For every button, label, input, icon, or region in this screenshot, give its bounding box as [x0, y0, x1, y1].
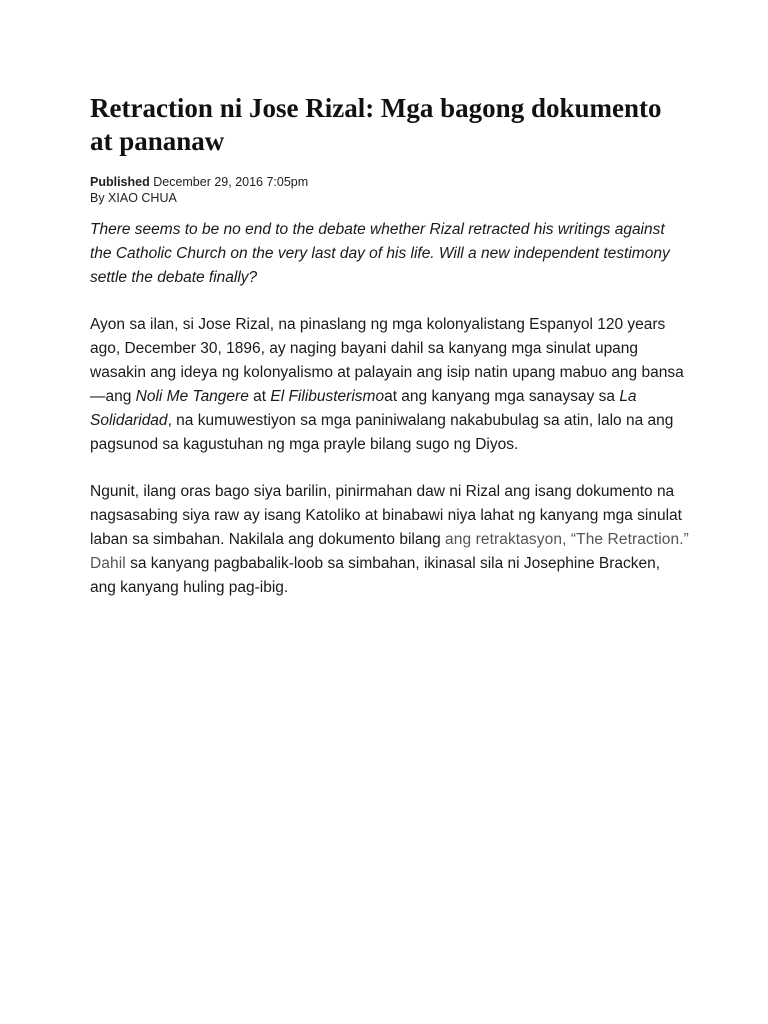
published-date: December 29, 2016 7:05pm [153, 175, 309, 189]
title-noli-me-tangere: Noli Me Tangere [135, 388, 249, 405]
article-lede: There seems to be no end to the debate whether Rizal retracted his writings against the Catholic Church on the very last day of his life. Will a new independent testimony settle the debate finally? [90, 221, 670, 286]
article-meta [90, 174, 690, 206]
paragraph-1-text-d: , na kumuwestiyon sa mga paniniwalang nakabubulag sa atin, lalo na ang pagsunod sa kagustuhan ng mga prayle bilang sugo ng Diyos. [90, 412, 674, 453]
paragraph-2 [90, 480, 690, 600]
article [90, 92, 690, 600]
article-title: Retraction ni Jose Rizal: Mga bagong dokumento at pananaw [90, 93, 662, 156]
byline: By XIAO CHUA [90, 191, 177, 205]
paragraph-1-text-c: at ang kanyang mga sanaysay sa [384, 388, 620, 405]
paragraph-1-text-a: Ayon sa ilan, si Jose Rizal, na pinaslang ng mga kolonyalistang Espanyol 120 years ago, December 30, 1896, ay naging bayani dahil sa kanyang mga sinulat upang wasakin ang ideya ng kolonyalismo at palayain ang isip natin upang mabuo ang bansa—ang [90, 316, 684, 405]
paragraph-1 [90, 313, 690, 457]
paragraph-2-text-a: Ngunit, ilang oras bago siya barilin, pinirmahan daw ni Rizal ang isang dokumento na nagsasabing siya raw ay isang Katoliko at binabawi niya lahat ng kanyang mga sinulat laban sa simbahan. Nakilala ang dokumento bilang [90, 483, 682, 548]
paragraph-1-text-b: at [248, 388, 271, 405]
paragraph-2-light-text: ang retraktasyon, “The Retraction.” Dahil [90, 531, 689, 572]
title-el-filibusterismo: El Filibusterismo [270, 388, 385, 405]
paragraph-2-text-b: sa kanyang pagbabalik-loob sa simbahan, ikinasal sila ni Josephine Bracken, ang kanyang huling pag-ibig. [90, 555, 661, 596]
title-la-solidaridad: La Solidaridad [90, 388, 637, 429]
published-label: Published [90, 175, 150, 189]
published-line [90, 174, 690, 190]
